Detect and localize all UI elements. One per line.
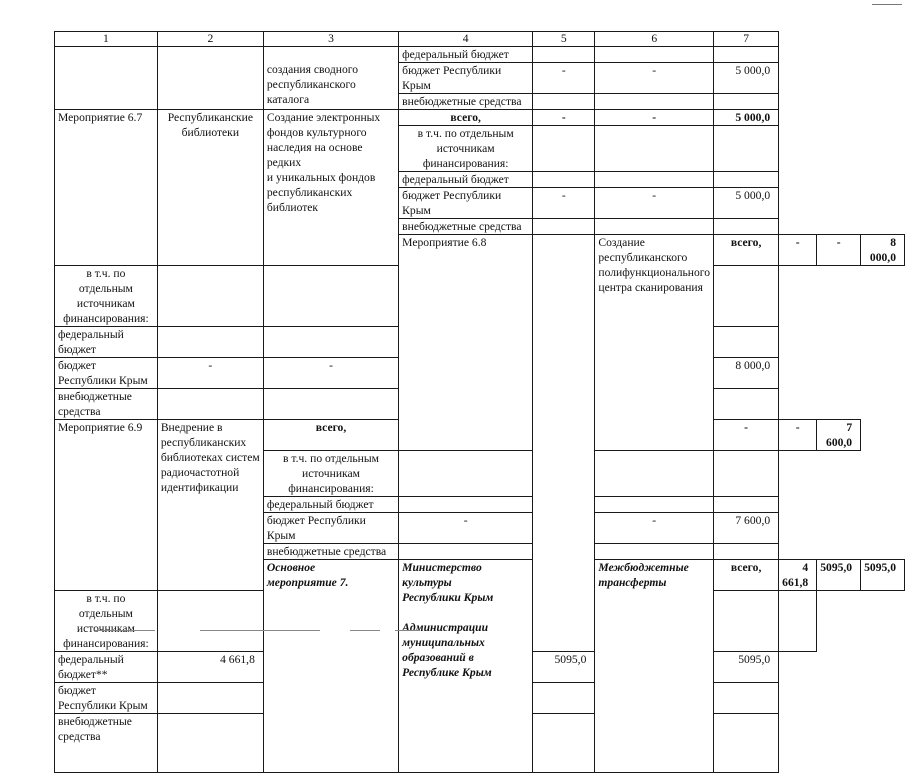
source-total: всего, bbox=[714, 235, 779, 266]
scan-rule bbox=[395, 630, 420, 631]
value-cell: 4 661,8 bbox=[157, 652, 263, 683]
source-federal: федеральный бюджет bbox=[399, 172, 533, 188]
measure-description bbox=[595, 560, 714, 773]
source-crimea: бюджет Республики Крым bbox=[55, 683, 158, 714]
desc-line: республиканского каталога bbox=[266, 78, 356, 106]
source-incl bbox=[263, 451, 398, 497]
desc-line: республиканских bbox=[266, 186, 353, 199]
desc-line: Создание республиканского bbox=[598, 236, 688, 264]
measure-name bbox=[263, 560, 398, 773]
desc-line: библиотек bbox=[266, 201, 319, 214]
value-cell: 5 000,0 bbox=[714, 63, 779, 94]
dash-cell: - bbox=[595, 63, 714, 94]
executor-line: Министерство bbox=[402, 561, 482, 574]
source-crimea: бюджет Республики Крым bbox=[263, 513, 398, 544]
cont-description bbox=[263, 47, 398, 110]
cont-col1 bbox=[55, 47, 158, 110]
value-cell: 5 000,0 bbox=[714, 110, 779, 126]
desc-line: библиотеках систем bbox=[160, 451, 260, 464]
incl-line: источникам bbox=[302, 467, 360, 480]
header-cell: 4 bbox=[399, 32, 533, 47]
desc-line: радиочастотной bbox=[160, 466, 240, 479]
header-cell: 3 bbox=[263, 32, 398, 47]
budget-table bbox=[54, 31, 905, 773]
scan-rule bbox=[95, 630, 155, 631]
executor-line: Администрации bbox=[402, 621, 489, 634]
source-incl bbox=[55, 266, 158, 327]
measure-description bbox=[263, 110, 398, 266]
executor-line: Республики Крым bbox=[402, 591, 494, 604]
desc-line: центра сканирования bbox=[598, 281, 703, 294]
executor bbox=[157, 110, 263, 266]
incl-line: в т.ч. по отдельным bbox=[283, 452, 380, 465]
dash-cell: - bbox=[533, 188, 595, 219]
executor-line: культуры bbox=[402, 576, 452, 589]
desc-line: и уникальных фондов bbox=[266, 171, 376, 184]
incl-line: в т.ч. по отдельным bbox=[78, 267, 133, 295]
desc-line: республиканских bbox=[160, 436, 247, 449]
value-cell: 7 600,0 bbox=[817, 420, 861, 451]
name-line: Основное bbox=[266, 561, 316, 574]
value-cell: 5095,0 bbox=[533, 652, 595, 683]
dash-cell: - bbox=[533, 110, 595, 126]
executor-line: Республике Крым bbox=[402, 666, 492, 679]
source-offbudget: внебюджетные средства bbox=[399, 94, 533, 110]
cont-col2 bbox=[157, 47, 263, 110]
measure-name: Мероприятие 6.8 bbox=[399, 235, 533, 451]
incl-line: финансирования: bbox=[63, 312, 149, 325]
executor-line: библиотеки bbox=[181, 126, 240, 139]
executor-line: образований в bbox=[402, 651, 474, 664]
incl-line: источникам bbox=[76, 297, 135, 310]
executor-line: Республиканские bbox=[167, 111, 253, 124]
incl-line: в т.ч. по отдельным bbox=[78, 592, 133, 620]
value-cell: 7 600,0 bbox=[714, 513, 779, 544]
measure-description bbox=[157, 420, 263, 591]
value-cell: 8 000,0 bbox=[861, 235, 905, 266]
source-offbudget: внебюджетные средства bbox=[263, 544, 398, 560]
value-cell: 4 661,8 bbox=[779, 560, 817, 591]
value-cell: 5 000,0 bbox=[714, 188, 779, 219]
scan-rule bbox=[200, 630, 320, 631]
desc-line: идентификации bbox=[160, 481, 239, 494]
table-row bbox=[55, 110, 905, 126]
measure-description bbox=[595, 235, 714, 451]
source-federal: федеральный бюджет bbox=[263, 497, 398, 513]
source-offbudget: внебюджетные средства bbox=[55, 389, 158, 420]
incl-line: финансирования: bbox=[422, 157, 509, 170]
scan-rule bbox=[350, 630, 380, 631]
dash-cell: - bbox=[595, 188, 714, 219]
incl-line: финансирования: bbox=[63, 637, 149, 650]
name-line: мероприятие 7. bbox=[266, 576, 349, 589]
header-row bbox=[55, 32, 905, 47]
measure-name: Мероприятие 6.7 bbox=[55, 110, 158, 266]
dash-cell: - bbox=[779, 420, 817, 451]
table-row bbox=[55, 47, 905, 63]
source-crimea: бюджет Республики Крым bbox=[399, 63, 533, 94]
source-incl bbox=[399, 126, 533, 172]
dash-cell: - bbox=[533, 63, 595, 94]
desc-line: полифункционального bbox=[598, 266, 711, 279]
desc-line: Внедрение в bbox=[160, 421, 223, 434]
desc-line: создания сводного bbox=[266, 63, 359, 76]
source-crimea: бюджет Республики Крым bbox=[55, 358, 158, 389]
scan-edge-mark bbox=[872, 4, 902, 5]
source-federal: федеральный бюджет bbox=[55, 327, 158, 358]
incl-line: финансирования: bbox=[288, 482, 374, 495]
desc-line: фондов культурного bbox=[266, 126, 367, 139]
source-federal: федеральный бюджет bbox=[399, 47, 533, 63]
source-total: всего, bbox=[263, 420, 398, 451]
source-federal: федеральный бюджет** bbox=[55, 652, 158, 683]
value-cell: 8 000,0 bbox=[714, 358, 779, 389]
source-offbudget: внебюджетные средства bbox=[55, 714, 158, 773]
header-cell: 7 bbox=[714, 32, 779, 47]
source-total: всего, bbox=[714, 560, 779, 591]
source-crimea: бюджет Республики Крым bbox=[399, 188, 533, 219]
desc-line: наследия на основе редких bbox=[266, 141, 363, 169]
header-cell: 1 bbox=[55, 32, 158, 47]
measure-name: Мероприятие 6.9 bbox=[55, 420, 158, 591]
header-cell: 2 bbox=[157, 32, 263, 47]
desc-line: трансферты bbox=[598, 576, 667, 589]
source-offbudget: внебюджетные средства bbox=[399, 219, 533, 235]
incl-line: в т.ч. по отдельным bbox=[417, 127, 514, 140]
desc-line: Создание электронных bbox=[266, 111, 381, 124]
dash-cell: - bbox=[595, 513, 714, 544]
header-cell: 5 bbox=[533, 32, 595, 47]
dash-cell: - bbox=[595, 110, 714, 126]
dash-cell: - bbox=[817, 235, 861, 266]
source-incl bbox=[55, 591, 158, 652]
executor bbox=[399, 560, 533, 773]
source-total: всего, bbox=[399, 110, 533, 126]
header-cell: 6 bbox=[595, 32, 714, 47]
value-cell: 5095,0 bbox=[714, 652, 779, 683]
desc-line: Межбюджетные bbox=[598, 561, 689, 574]
value-cell: 5095,0 bbox=[817, 560, 861, 591]
incl-line: источникам bbox=[436, 142, 495, 155]
dash-cell: - bbox=[714, 420, 779, 451]
incl-line: источникам bbox=[76, 622, 135, 635]
executor-line: муниципальных bbox=[402, 636, 485, 649]
dash-cell: - bbox=[779, 235, 817, 266]
dash-cell: - bbox=[157, 358, 263, 389]
value-cell: 5095,0 bbox=[861, 560, 905, 591]
executor-empty bbox=[533, 235, 595, 652]
dash-cell: - bbox=[263, 358, 398, 389]
dash-cell: - bbox=[399, 513, 533, 544]
